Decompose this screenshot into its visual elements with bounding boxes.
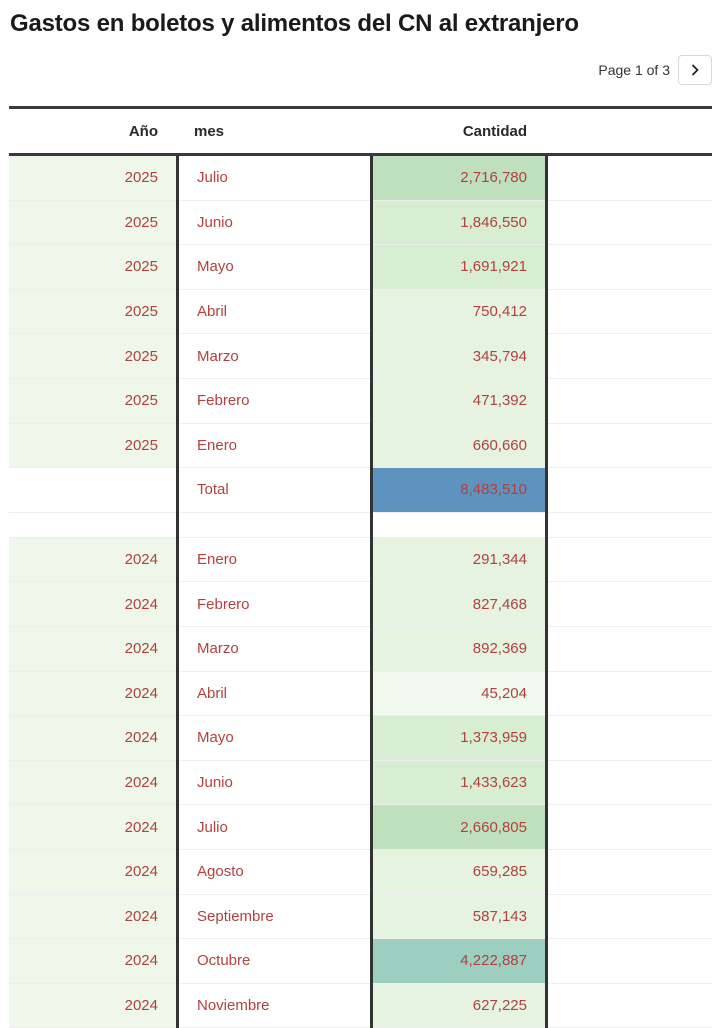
blank-cell <box>547 850 712 894</box>
table-row <box>9 201 712 246</box>
blank-cell <box>547 582 712 626</box>
month-cell: Abril <box>197 303 228 321</box>
amount-cell: 750,412 <box>371 290 547 334</box>
blank-cell <box>547 716 712 760</box>
month-cell: Abril <box>197 684 228 702</box>
month-cell: Mayo <box>197 729 234 747</box>
year-cell: 2024 <box>9 672 176 716</box>
amount-cell: 345,794 <box>371 334 547 378</box>
blank-cell <box>547 468 712 512</box>
blank-cell <box>547 761 712 805</box>
amount-cell: 1,373,959 <box>371 716 547 760</box>
table-row <box>9 424 712 469</box>
blank-cell <box>547 201 712 245</box>
month-cell: Julio <box>197 818 228 836</box>
year-cell: 2025 <box>9 424 176 468</box>
table-body <box>9 156 712 1028</box>
month-cell: Mayo <box>197 258 234 276</box>
amount-cell: 291,344 <box>371 538 547 582</box>
amount-cell: 2,660,805 <box>371 805 547 849</box>
table-row <box>9 379 712 424</box>
month-cell: Noviembre <box>197 996 270 1014</box>
blank-cell <box>547 245 712 289</box>
amount-cell: 1,691,921 <box>371 245 547 289</box>
year-cell <box>9 468 176 512</box>
year-cell: 2024 <box>9 716 176 760</box>
month-cell: Enero <box>197 551 238 569</box>
year-cell: 2024 <box>9 939 176 983</box>
blank-cell <box>547 379 712 423</box>
amount-cell: 627,225 <box>371 984 547 1028</box>
column-header-amount[interactable]: Cantidad <box>462 122 527 140</box>
month-cell: Marzo <box>197 640 239 658</box>
year-cell: 2024 <box>9 761 176 805</box>
month-cell: Agosto <box>197 863 244 881</box>
column-header-month[interactable]: mes <box>194 122 225 140</box>
month-cell: Junio <box>197 213 233 231</box>
month-cell: Julio <box>197 169 228 187</box>
blank-cell <box>547 538 712 582</box>
year-cell: 2025 <box>9 245 176 289</box>
table-row <box>9 245 712 290</box>
table-row <box>9 895 712 940</box>
year-cell: 2025 <box>9 334 176 378</box>
table-header <box>9 109 712 156</box>
amount-cell: 1,846,550 <box>371 201 547 245</box>
column-divider <box>545 156 548 1028</box>
table-row <box>9 984 712 1028</box>
month-cell: Enero <box>197 436 238 454</box>
month-cell: Octubre <box>197 952 251 970</box>
year-cell: 2024 <box>9 850 176 894</box>
amount-cell: 471,392 <box>371 379 547 423</box>
blank-cell <box>547 805 712 849</box>
table-row <box>9 939 712 984</box>
amount-cell: 587,143 <box>371 895 547 939</box>
year-cell: 2025 <box>9 156 176 200</box>
amount-cell: 827,468 <box>371 582 547 626</box>
year-cell: 2024 <box>9 895 176 939</box>
year-cell: 2024 <box>9 805 176 849</box>
amount-cell: 45,204 <box>371 672 547 716</box>
column-divider <box>176 156 179 1028</box>
amount-cell: 1,433,623 <box>371 761 547 805</box>
pagination <box>598 55 712 85</box>
year-cell: 2025 <box>9 379 176 423</box>
data-table <box>9 106 712 1028</box>
amount-cell: 892,369 <box>371 627 547 671</box>
month-cell: Junio <box>197 774 233 792</box>
blank-cell <box>547 156 712 200</box>
year-cell: 2024 <box>9 582 176 626</box>
blank-cell <box>547 334 712 378</box>
blank-cell <box>547 939 712 983</box>
year-cell: 2024 <box>9 984 176 1028</box>
month-cell: Septiembre <box>197 907 274 925</box>
table-row <box>9 538 712 583</box>
chevron-right-icon <box>689 64 701 76</box>
table-row <box>9 156 712 201</box>
month-cell: Febrero <box>197 595 250 613</box>
blank-cell <box>547 672 712 716</box>
table-row <box>9 672 712 717</box>
month-cell: Febrero <box>197 392 250 410</box>
table-row <box>9 761 712 806</box>
table-spacer-row <box>9 513 712 538</box>
column-divider <box>370 156 373 1028</box>
blank-cell <box>547 627 712 671</box>
amount-cell: 2,716,780 <box>371 156 547 200</box>
year-cell: 2025 <box>9 201 176 245</box>
table-row <box>9 582 712 627</box>
table-total-row <box>9 468 712 513</box>
table-row <box>9 716 712 761</box>
month-cell: Total <box>197 481 229 499</box>
next-page-button[interactable] <box>678 55 712 85</box>
table-row <box>9 290 712 335</box>
amount-cell: 659,285 <box>371 850 547 894</box>
table-row <box>9 850 712 895</box>
table-row <box>9 805 712 850</box>
amount-cell: 660,660 <box>371 424 547 468</box>
table-row <box>9 627 712 672</box>
blank-cell <box>547 895 712 939</box>
page-indicator: Page 1 of 3 <box>598 62 670 78</box>
blank-cell <box>547 984 712 1028</box>
month-cell: Marzo <box>197 347 239 365</box>
blank-cell <box>547 290 712 334</box>
year-cell: 2024 <box>9 627 176 671</box>
blank-cell <box>547 424 712 468</box>
table-row <box>9 334 712 379</box>
year-cell: 2025 <box>9 290 176 334</box>
amount-cell: 8,483,510 <box>371 468 547 512</box>
column-header-year[interactable]: Año <box>128 122 158 140</box>
page-title: Gastos en boletos y alimentos del CN al extranjero <box>10 10 579 37</box>
year-cell: 2024 <box>9 538 176 582</box>
amount-cell: 4,222,887 <box>371 939 547 983</box>
